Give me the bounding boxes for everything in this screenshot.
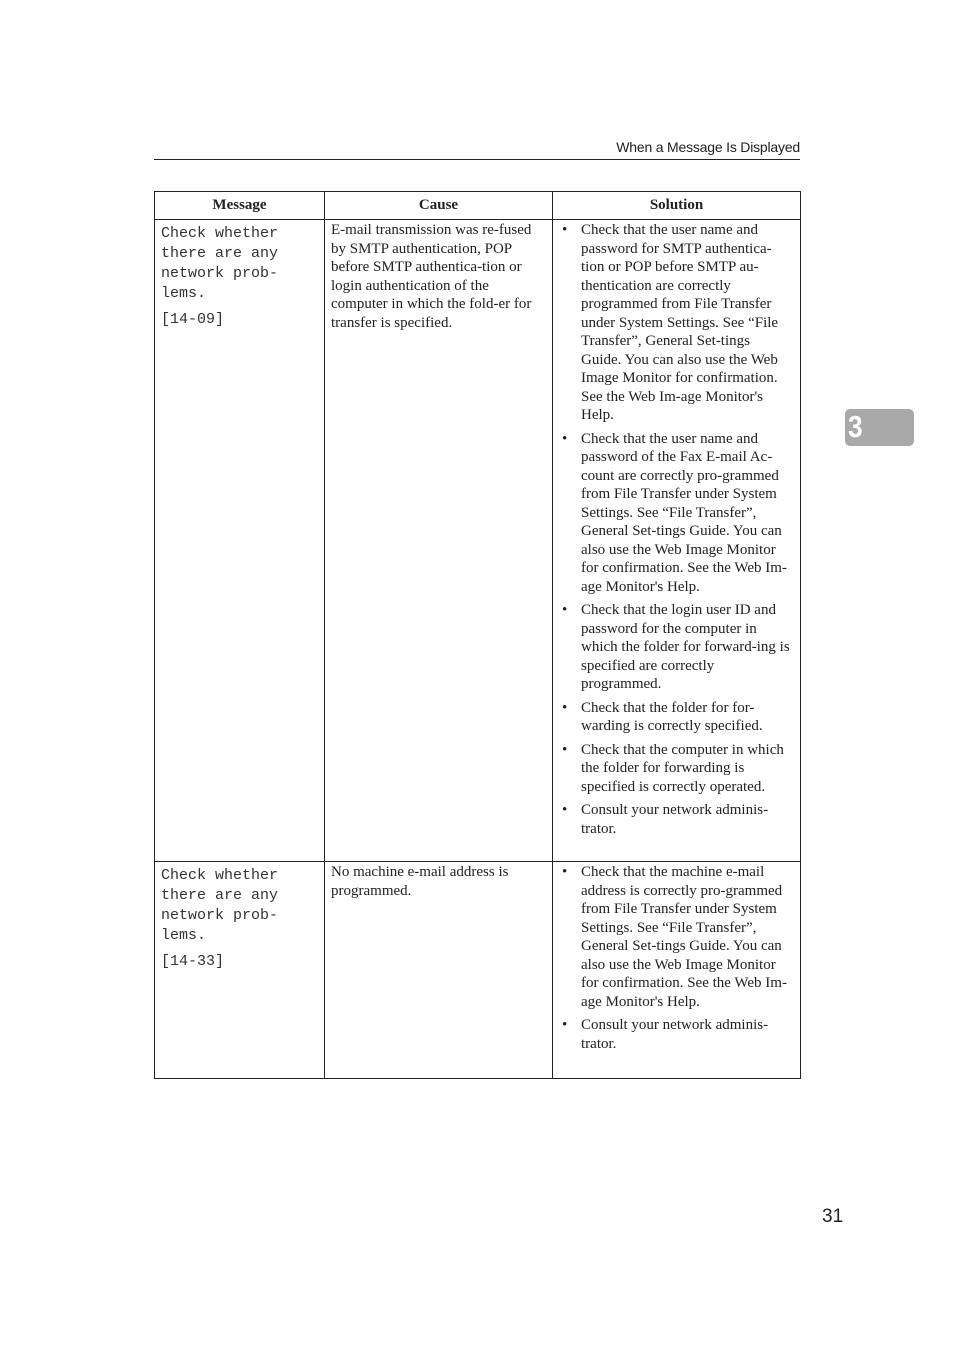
solution-list xyxy=(559,863,794,1053)
column-header-solution: Solution xyxy=(553,192,801,220)
column-header-message: Message xyxy=(155,192,325,220)
message-line: there are any xyxy=(161,245,279,262)
solution-item: • Check that the computer in which the folder for forwarding is specified is correctly operated. xyxy=(559,741,794,797)
table-row xyxy=(155,220,801,862)
cause-cell: E-mail transmission was re-fused by SMTP authentication, POP before SMTP authentica-tion or login authentication of the computer in which the fold-er for transfer is specified. xyxy=(325,220,553,862)
running-title: When a Message Is Displayed xyxy=(616,139,800,155)
solution-list xyxy=(559,221,794,838)
table-header-row xyxy=(155,192,801,220)
solution-item: • Check that the user name and password of the Fax E-mail Ac-count are correctly pro-grammed from File Transfer under System Settings. See “File Transfer”, General Set-tings Guide. You can also use the Web Image Monitor for confirmation. See the Web Im-age Monitor's Help. xyxy=(559,430,794,597)
chapter-number: 3 xyxy=(848,409,863,444)
solution-cell xyxy=(553,862,801,1079)
solution-item: • Consult your network adminis-trator. xyxy=(559,1016,794,1053)
message-line: lems. xyxy=(161,285,207,302)
cause-cell: No machine e-mail address is programmed. xyxy=(325,862,553,1079)
message-cell xyxy=(155,862,325,1079)
solution-item: • Check that the folder for for-warding is correctly specified. xyxy=(559,699,794,736)
message-table xyxy=(154,191,801,1079)
message-line: network prob- xyxy=(161,265,279,282)
error-code: [14-09] xyxy=(161,311,225,328)
solution-item: • Check that the login user ID and password for the computer in which the folder for forward-ing is specified are correctly programmed. xyxy=(559,601,794,694)
message-line: there are any xyxy=(161,887,279,904)
table-row xyxy=(155,862,801,1079)
message-line: Check whether xyxy=(161,225,279,242)
solution-item: • Check that the user name and password for SMTP authentica-tion or POP before SMTP au-thentication are correctly programmed from File Transfer under System Settings. See “File Transfer”, General Set-tings Guide. You can also use the Web Image Monitor for confirmation. See the Web Im-age Monitor's Help. xyxy=(559,221,794,425)
solution-item: • Check that the machine e-mail address is correctly pro-grammed from File Transfer under System Settings. See “File Transfer”, General Set-tings Guide. You can also use the Web Image Monitor for confirmation. See the Web Im-age Monitor's Help. xyxy=(559,863,794,1011)
chapter-tab xyxy=(845,409,914,446)
solution-item: • Consult your network adminis-trator. xyxy=(559,801,794,838)
message-line: lems. xyxy=(161,927,207,944)
message-line: Check whether xyxy=(161,867,279,884)
message-line: network prob- xyxy=(161,907,279,924)
column-header-cause: Cause xyxy=(325,192,553,220)
message-cell xyxy=(155,220,325,862)
solution-cell xyxy=(553,220,801,862)
page-number: 31 xyxy=(822,1206,844,1227)
error-code: [14-33] xyxy=(161,953,225,970)
running-header xyxy=(154,137,800,160)
